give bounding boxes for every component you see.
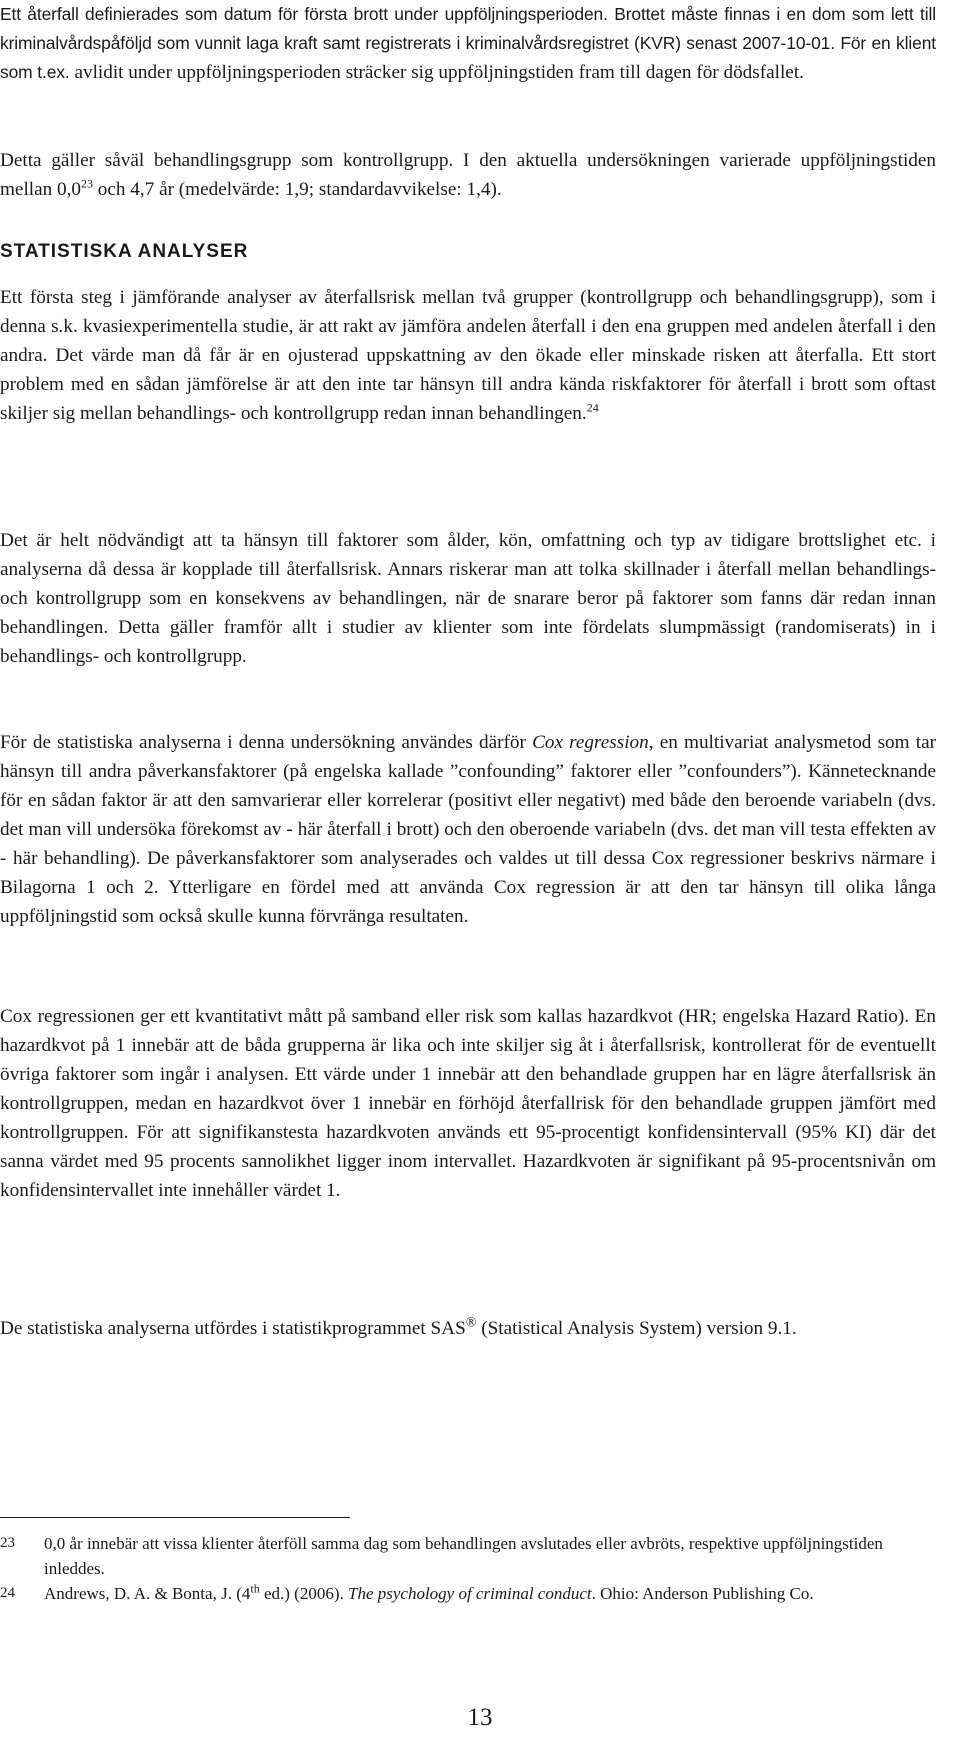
section-heading: STATISTISKA ANALYSER — [0, 241, 249, 262]
paragraph-sas — [0, 1314, 936, 1343]
footnote-ref-23[interactable]: 23 — [81, 176, 93, 191]
paragraph-text: Ett första steg i jämförande analyser av återfallsrisk mellan två grupper (kontrollgrupp och behandlingsgrupp), som i denna s.k. kvasiexperimentella studie, är att rakt av jämföra andelen återfall i den ena gruppen med andelen återfall i den andra. Det värde man då får är en ojusterad uppskattning av den ökade eller minskade risken att återfalla. Ett stort problem med en sådan jämförelse är att den inte tar hänsyn till andra kända riskfaktorer för återfall i brott som oftast skiljer sig mellan behandlings- och kontrollgrupp redan innan behandlingen. — [0, 287, 936, 424]
footnote-24 — [0, 1581, 936, 1606]
edition-suffix: th — [250, 1581, 260, 1596]
paragraph-text: Det är helt nödvändigt att ta hänsyn till faktorer som ålder, kön, omfattning och typ av tidigare brottslighet etc. i analyserna då dessa är kopplade till återfallsrisk. Annars riskerar man att tolka skillnader i återfall mellan behandlings- och kontrollgrupp som en konsekvens av behandlingen, när de snarare beror på faktorer som fanns där redan innan behandlingen. Detta gäller framför allt i studier av klienter som inte fördelats slumpmässigt (randomiserats) in i behandlings- och kontrollgrupp. — [0, 530, 936, 667]
book-title: The psychology of criminal conduct — [347, 1584, 592, 1603]
paragraph-text: De statistiska analyserna utfördes i statistikprogrammet SAS — [0, 1318, 466, 1339]
footnote-number: 23 — [0, 1535, 15, 1551]
method-name: Cox regression — [532, 732, 649, 753]
footnote-number: 24 — [0, 1585, 15, 1601]
footnote-text: Andrews, D. A. & Bonta, J. (4 — [44, 1584, 251, 1603]
footnote-ref-24[interactable]: 24 — [586, 400, 599, 415]
paragraph-text-sans: Ett återfall definierades som datum för första brott under uppföljningsperioden. Brottet måste finnas i en dom som lett till kriminalvårdspåföljd som vunnit laga kraft samt registrerats i kriminalvårdsregistret (KVR) senast 2007-10-01. För en klient som t.ex. — [0, 4, 936, 82]
paragraph-risk-factors — [0, 526, 936, 671]
footnote-text: ed.) (2006). — [259, 1584, 348, 1603]
paragraph-text: , en multivariat analysmetod som tar hänsyn till andra påverkansfaktorer (på engelska kallade ”confounding” faktorer eller ”confounders”). Kännetecknande för en sådan faktor är att den samvarierar eller korrelerar (positivt eller negativt) med både den beroende variabeln (dvs. det man vill undersöka förekomst av - här återfall i brott) och den oberoende variabeln (dvs. det man vill testa effekten av - här behandling). De påverkansfaktorer som analyserades och valdes ut till dessa Cox regressioner beskrivs närmare i Bilagorna 1 och 2. Ytterligare en fördel med att använda Cox regression är att den tar hänsyn till olika långa uppföljningstid som också skulle kunna förvränga resultaten. — [0, 732, 936, 927]
paragraph-hazard-ratio — [0, 1002, 936, 1205]
footnote-text: . Ohio: Anderson Publishing Co. — [591, 1584, 814, 1603]
paragraph-text: Detta gäller såväl behandlingsgrupp som kontrollgrupp. I den aktuella undersökningen varierade uppföljningstiden mellan 0,0 — [0, 150, 936, 200]
footnote-23 — [0, 1531, 936, 1581]
paragraph-recidivism-definition — [0, 0, 936, 87]
footnote-text: 0,0 år innebär att vissa klienter återföll samma dag som behandlingen avslutades eller avbröts, respektive uppföljningstiden inleddes. — [44, 1534, 883, 1578]
paragraph-text: Cox regressionen ger ett kvantitativt mått på samband eller risk som kallas hazardkvot (HR; engelska Hazard Ratio). En hazardkvot på 1 innebär att de båda grupperna är lika och inte skiljer sig åt i återfallsrisk, kontrollerat för de eventuellt övriga faktorer som ingår i analysen. Ett värde under 1 innebär att den behandlade gruppen har en lägre återfallsrisk än kontrollgruppen, medan en hazardkvot över 1 innebär en förhöjd återfallrisk för den behandlade gruppen jämfört med kontrollgruppen. För att signifikanstesta hazardkvoten används ett 95-procentigt konfidensintervall (95% KI) där det sanna värdet med 95 procents sannolikhet ligger inom intervallet. Hazardkvoten är signifikant på 95-procentsnivån om konfidensintervallet inte innehåller värdet 1. — [0, 1006, 936, 1201]
paragraph-follow-up-time — [0, 146, 936, 204]
paragraph-cox-regression — [0, 728, 936, 931]
paragraph-text: och 4,7 år (medelvärde: 1,9; standardavvikelse: 1,4). — [93, 179, 502, 200]
paragraph-text-serif: avlidit under uppföljningsperioden sträcker sig uppföljningstiden fram till dagen för dödsfallet. — [69, 62, 804, 83]
paragraph-text: För de statistiska analyserna i denna undersökning användes därför — [0, 732, 533, 753]
footnote-divider — [0, 1517, 350, 1518]
paragraph-text: (Statistical Analysis System) version 9.1. — [476, 1318, 797, 1339]
page-number: 13 — [467, 1704, 493, 1731]
footnotes — [0, 1531, 936, 1606]
paragraph-comparison — [0, 283, 936, 428]
registered-mark: ® — [465, 1315, 477, 1331]
